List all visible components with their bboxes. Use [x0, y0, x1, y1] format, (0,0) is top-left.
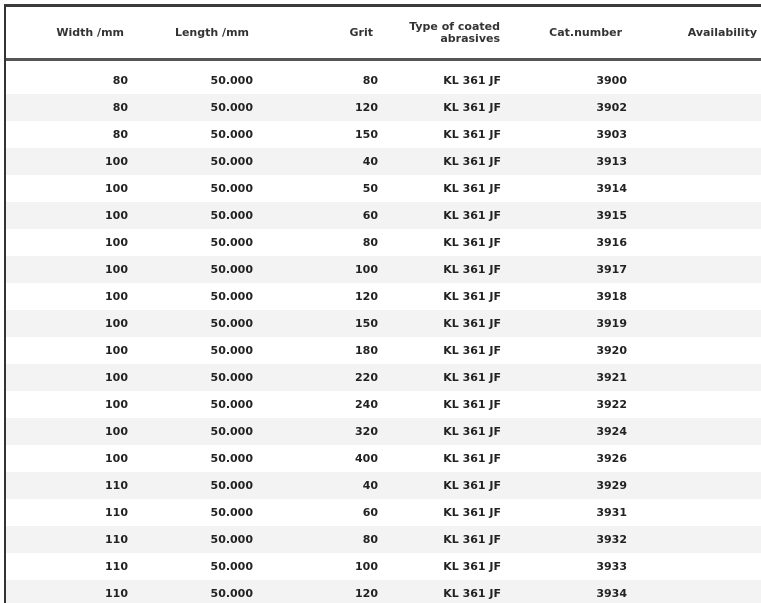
- product-table-frame: [4, 4, 761, 603]
- cell-availability: [627, 283, 761, 310]
- header-length: Length /mm: [128, 7, 253, 60]
- cell-type: KL 361 JF: [378, 391, 501, 418]
- cell-type: KL 361 JF: [378, 67, 501, 94]
- cell-availability: [627, 553, 761, 580]
- cell-width: 100: [6, 229, 128, 256]
- cell-width: 100: [6, 148, 128, 175]
- table-row: [6, 472, 761, 499]
- cell-grit: 80: [253, 229, 378, 256]
- cell-length: 50.000: [128, 229, 253, 256]
- cell-width: 100: [6, 202, 128, 229]
- cell-length: 50.000: [128, 418, 253, 445]
- cell-type: KL 361 JF: [378, 229, 501, 256]
- table-row: [6, 337, 761, 364]
- cell-cat-number: 3914: [501, 175, 627, 202]
- cell-availability: [627, 526, 761, 553]
- cell-width: 80: [6, 121, 128, 148]
- cell-grit: 220: [253, 364, 378, 391]
- cell-cat-number: 3902: [501, 94, 627, 121]
- cell-width: 100: [6, 337, 128, 364]
- header-type-line-2: abrasives: [440, 31, 500, 45]
- cell-grit: 120: [253, 94, 378, 121]
- header-availability: Availability: [627, 7, 761, 60]
- cell-availability: [627, 418, 761, 445]
- cell-type: KL 361 JF: [378, 121, 501, 148]
- cell-type: KL 361 JF: [378, 202, 501, 229]
- header-spacer: [6, 60, 761, 68]
- cell-type: KL 361 JF: [378, 337, 501, 364]
- cell-availability: [627, 580, 761, 603]
- cell-grit: 120: [253, 580, 378, 603]
- cell-type: KL 361 JF: [378, 445, 501, 472]
- cell-length: 50.000: [128, 202, 253, 229]
- cell-length: 50.000: [128, 175, 253, 202]
- cell-grit: 150: [253, 310, 378, 337]
- cell-availability: [627, 337, 761, 364]
- cell-length: 50.000: [128, 256, 253, 283]
- cell-type: KL 361 JF: [378, 418, 501, 445]
- cell-width: 100: [6, 391, 128, 418]
- table-row: [6, 310, 761, 337]
- cell-grit: 320: [253, 418, 378, 445]
- table-row: [6, 499, 761, 526]
- cell-grit: 60: [253, 499, 378, 526]
- cell-availability: [627, 67, 761, 94]
- cell-grit: 120: [253, 283, 378, 310]
- cell-width: 110: [6, 526, 128, 553]
- cell-availability: [627, 94, 761, 121]
- cell-cat-number: 3924: [501, 418, 627, 445]
- cell-width: 80: [6, 67, 128, 94]
- table-row: [6, 418, 761, 445]
- cell-availability: [627, 121, 761, 148]
- table-row: [6, 391, 761, 418]
- cell-type: KL 361 JF: [378, 499, 501, 526]
- cell-type: KL 361 JF: [378, 256, 501, 283]
- header-type-of-coated-abrasives: [378, 7, 501, 60]
- cell-availability: [627, 229, 761, 256]
- cell-width: 100: [6, 310, 128, 337]
- cell-cat-number: 3903: [501, 121, 627, 148]
- cell-cat-number: 3917: [501, 256, 627, 283]
- cell-type: KL 361 JF: [378, 526, 501, 553]
- cell-length: 50.000: [128, 121, 253, 148]
- table-row: [6, 580, 761, 603]
- cell-cat-number: 3918: [501, 283, 627, 310]
- cell-width: 100: [6, 175, 128, 202]
- cell-length: 50.000: [128, 67, 253, 94]
- table-row: [6, 67, 761, 94]
- cell-grit: 400: [253, 445, 378, 472]
- cell-length: 50.000: [128, 526, 253, 553]
- cell-cat-number: 3926: [501, 445, 627, 472]
- cell-availability: [627, 148, 761, 175]
- cell-cat-number: 3929: [501, 472, 627, 499]
- cell-cat-number: 3916: [501, 229, 627, 256]
- cell-width: 110: [6, 580, 128, 603]
- cell-width: 100: [6, 256, 128, 283]
- table-row: [6, 283, 761, 310]
- table-row: [6, 526, 761, 553]
- cell-width: 100: [6, 364, 128, 391]
- cell-cat-number: 3931: [501, 499, 627, 526]
- cell-grit: 40: [253, 472, 378, 499]
- cell-cat-number: 3921: [501, 364, 627, 391]
- cell-type: KL 361 JF: [378, 472, 501, 499]
- cell-cat-number: 3933: [501, 553, 627, 580]
- table-row: [6, 364, 761, 391]
- cell-cat-number: 3922: [501, 391, 627, 418]
- cell-grit: 40: [253, 148, 378, 175]
- cell-type: KL 361 JF: [378, 553, 501, 580]
- cell-width: 100: [6, 283, 128, 310]
- cell-cat-number: 3913: [501, 148, 627, 175]
- header-width: Width /mm: [6, 7, 128, 60]
- cell-width: 110: [6, 553, 128, 580]
- cell-cat-number: 3934: [501, 580, 627, 603]
- cell-grit: 50: [253, 175, 378, 202]
- cell-length: 50.000: [128, 445, 253, 472]
- cell-type: KL 361 JF: [378, 580, 501, 603]
- cell-length: 50.000: [128, 283, 253, 310]
- cell-grit: 100: [253, 553, 378, 580]
- cell-width: 110: [6, 499, 128, 526]
- cell-availability: [627, 391, 761, 418]
- cell-length: 50.000: [128, 310, 253, 337]
- cell-length: 50.000: [128, 580, 253, 603]
- header-cat-number: Cat.number: [501, 7, 627, 60]
- table-row: [6, 229, 761, 256]
- cell-grit: 80: [253, 67, 378, 94]
- table-row: [6, 94, 761, 121]
- table-row: [6, 121, 761, 148]
- header-type-line-1: Type of coated: [409, 19, 500, 33]
- cell-cat-number: 3919: [501, 310, 627, 337]
- cell-length: 50.000: [128, 364, 253, 391]
- product-table: [6, 7, 761, 603]
- cell-availability: [627, 310, 761, 337]
- cell-length: 50.000: [128, 337, 253, 364]
- cell-width: 110: [6, 472, 128, 499]
- table-row: [6, 202, 761, 229]
- cell-grit: 180: [253, 337, 378, 364]
- cell-length: 50.000: [128, 472, 253, 499]
- cell-length: 50.000: [128, 553, 253, 580]
- table-body: [6, 60, 761, 603]
- cell-availability: [627, 445, 761, 472]
- cell-type: KL 361 JF: [378, 364, 501, 391]
- cell-length: 50.000: [128, 148, 253, 175]
- cell-availability: [627, 175, 761, 202]
- table-header: [6, 7, 761, 60]
- table-row: [6, 256, 761, 283]
- cell-length: 50.000: [128, 94, 253, 121]
- cell-cat-number: 3932: [501, 526, 627, 553]
- table-row: [6, 175, 761, 202]
- cell-availability: [627, 364, 761, 391]
- cell-length: 50.000: [128, 391, 253, 418]
- cell-type: KL 361 JF: [378, 283, 501, 310]
- cell-availability: [627, 499, 761, 526]
- cell-length: 50.000: [128, 499, 253, 526]
- cell-cat-number: 3900: [501, 67, 627, 94]
- cell-availability: [627, 202, 761, 229]
- table-row: [6, 445, 761, 472]
- cell-grit: 60: [253, 202, 378, 229]
- cell-type: KL 361 JF: [378, 94, 501, 121]
- cell-cat-number: 3920: [501, 337, 627, 364]
- cell-availability: [627, 256, 761, 283]
- table-row: [6, 553, 761, 580]
- cell-grit: 150: [253, 121, 378, 148]
- cell-grit: 80: [253, 526, 378, 553]
- cell-type: KL 361 JF: [378, 175, 501, 202]
- cell-width: 80: [6, 94, 128, 121]
- cell-width: 100: [6, 445, 128, 472]
- cell-grit: 100: [253, 256, 378, 283]
- cell-type: KL 361 JF: [378, 310, 501, 337]
- cell-width: 100: [6, 418, 128, 445]
- cell-cat-number: 3915: [501, 202, 627, 229]
- table-row: [6, 148, 761, 175]
- cell-type: KL 361 JF: [378, 148, 501, 175]
- cell-grit: 240: [253, 391, 378, 418]
- cell-availability: [627, 472, 761, 499]
- header-grit: Grit: [253, 7, 378, 60]
